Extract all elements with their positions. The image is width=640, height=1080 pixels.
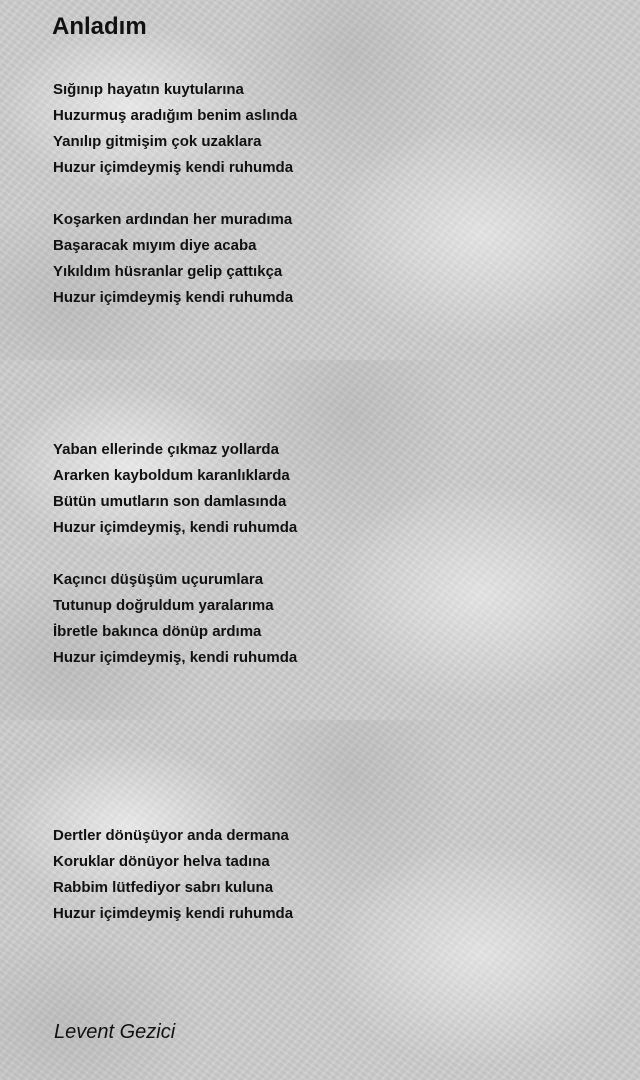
poem-line: Yıkıldım hüsranlar gelip çattıkça [53, 263, 283, 280]
stanza-4 [53, 567, 297, 671]
poem-title: Anladım [52, 13, 147, 40]
poem-line: Koruklar dönüyor helva tadına [53, 853, 270, 870]
poem-line: Dertler dönüşüyor anda dermana [53, 827, 289, 844]
poem-author: Levent Gezici [54, 1021, 176, 1043]
stanza-2 [53, 207, 293, 311]
stanza-5 [53, 823, 293, 927]
poem-line: Huzurmuş aradığım benim aslında [53, 107, 298, 124]
poem-line: Ararken kayboldum karanlıklarda [53, 467, 290, 484]
stanza-3 [53, 437, 297, 541]
poem-line: Huzur içimdeymiş kendi ruhumda [53, 905, 294, 922]
poem-line: Tutunup doğruldum yaralarıma [53, 597, 274, 614]
poem-line: Kaçıncı düşüşüm uçurumlara [53, 571, 264, 588]
poem-line: Yaban ellerinde çıkmaz yollarda [53, 441, 279, 458]
poem-line: Koşarken ardından her muradıma [53, 211, 293, 228]
poem-line: Sığınıp hayatın kuytularına [53, 81, 244, 98]
poem-line: Huzur içimdeymiş kendi ruhumda [53, 289, 294, 306]
poem-line: Başaracak mıyım diye acaba [53, 237, 257, 254]
poem-line: İbretle bakınca dönüp ardıma [53, 623, 262, 640]
stanza-1 [53, 77, 297, 181]
poem-line: Bütün umutların son damlasında [53, 493, 287, 510]
poem-line: Huzur içimdeymiş kendi ruhumda [53, 159, 294, 176]
poem-line: Huzur içimdeymiş, kendi ruhumda [53, 649, 298, 666]
poem-line: Huzur içimdeymiş, kendi ruhumda [53, 519, 298, 536]
poem-line: Yanılıp gitmişim çok uzaklara [53, 133, 262, 150]
poem-line: Rabbim lütfediyor sabrı kuluna [53, 879, 274, 896]
